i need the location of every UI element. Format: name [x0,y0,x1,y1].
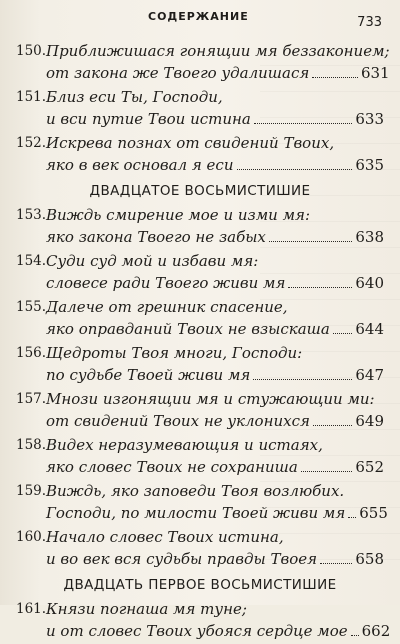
entry-number: 161. [16,601,47,617]
entry-first-line: Приближишася гонящии мя беззаконием; [46,42,390,60]
entry-page-number: 633 [355,110,384,128]
dot-leader [313,425,352,426]
entry-page-number: 640 [355,274,384,292]
entry-first-line: Щедроты Твоя многи, Господи: [46,344,303,362]
entry-first-line: Далече от грешник спасение, [46,298,288,316]
entry-number: 152. [16,135,47,151]
entry-number: 160. [16,529,47,545]
section-title-20: ДВАДЦАТОЕ ВОСЬМИСТИШИЕ [89,183,311,199]
entry-first-line: Виждь смирение мое и изми мя: [46,206,311,224]
entry-second-line: Господи, по милости Твоей живи мя [46,504,346,522]
entries-group-middle [16,204,388,570]
entry-second-line-row [46,456,384,478]
toc-entry [16,132,384,176]
entry-second-line: яко в век основал я еси [46,156,234,174]
entry-second-line-row [46,318,384,340]
entry-page-number: 631 [360,64,390,82]
running-title: СОДЕРЖАНИЕ [148,10,249,23]
page-number: 733 [357,15,382,30]
entry-number: 155. [16,299,47,315]
entry-second-line: словесе ради Твоего живи мя [46,274,286,292]
entry-page-number: 635 [355,156,384,174]
toc-entry [16,480,388,524]
entry-number: 154. [16,253,47,269]
page-header [0,8,400,30]
entry-number: 159. [16,483,47,499]
entry-second-line-row [46,272,384,294]
dot-leader [320,563,352,564]
entry-second-line: от свидений Твоих не уклонихся [46,412,310,430]
toc-entry [16,342,384,386]
entry-text [46,388,384,432]
entry-first-line: Искрева познах от свидений Твоих, [46,134,335,152]
dot-leader [237,169,353,170]
entry-page-number: 658 [355,550,384,568]
entries-group-top [16,40,390,176]
entry-text [46,480,388,524]
entry-second-line-row [46,154,384,176]
entry-text [46,250,384,294]
entry-page-number: 647 [355,366,384,384]
entry-first-line: Видех неразумевающия и истаях, [46,436,323,454]
entry-text [46,296,384,340]
dot-leader [348,517,356,518]
entry-first-line: Мнози изгонящии мя и стужающии ми: [46,390,375,408]
entry-second-line: яко словес Твоих не сохраниша [46,458,298,476]
entry-first-line: Близ еси Ты, Господи, [46,88,223,106]
dot-leader [269,241,352,242]
entry-first-line: Виждь, яко заповеди Твоя возлюбих. [46,482,345,500]
entry-number: 150. [16,43,47,59]
entry-number: 151. [16,89,47,105]
toc-entry [16,40,390,84]
dot-leader [333,333,353,334]
entry-second-line-row [46,548,384,570]
entry-second-line-row [46,620,390,642]
entry-text [46,86,384,130]
entry-text [46,434,384,478]
entry-number: 157. [16,391,47,407]
entry-second-line-row [46,502,388,524]
entry-text [46,204,384,248]
entry-text [46,526,384,570]
entry-second-line-row [46,62,390,84]
entry-first-line: Князи погнаша мя туне; [46,600,247,618]
entry-number: 153. [16,207,47,223]
toc-entry [16,388,384,432]
entry-first-line: Начало словес Твоих истина, [46,528,284,546]
entry-second-line: яко оправданий Твоих не взыскаша [46,320,330,338]
table-of-contents [16,40,391,644]
entry-second-line: по судьбе Твоей живи мя [46,366,251,384]
entry-second-line: и во век вся судьбы правды Твоея [46,550,318,568]
entry-second-line: от закона же Твоего удалишася [46,64,310,82]
entry-page-number: 644 [355,320,384,338]
entry-number: 158. [16,437,47,453]
entry-first-line: Суди суд мой и избави мя: [46,252,259,270]
entry-page-number: 638 [355,228,384,246]
dot-leader [288,287,352,288]
toc-entry [16,204,384,248]
toc-entry [16,86,384,130]
entry-page-number: 649 [355,412,384,430]
dot-leader [351,635,359,636]
entry-second-line: и от словес Твоих убояся сердце мое [46,622,348,640]
entry-second-line: и вси путие Твои истина [46,110,251,128]
entry-text [46,40,390,84]
entry-second-line-row [46,226,384,248]
entry-number: 156. [16,345,47,361]
entry-second-line: яко закона Твоего не забых [46,228,266,246]
toc-entry [16,296,384,340]
toc-entry [16,434,384,478]
entry-page-number: 662 [361,622,391,640]
section-title-21: ДВАДЦАТЬ ПЕРВОЕ ВОСЬМИСТИШИЕ [63,577,337,593]
entry-text [46,342,384,386]
toc-entry [16,526,384,570]
dot-leader [253,379,352,380]
entry-second-line-row [46,364,384,386]
entry-page-number: 655 [359,504,388,522]
dot-leader [254,123,353,124]
dot-leader [312,77,358,78]
toc-entry [16,250,384,294]
entry-second-line-row [46,410,384,432]
entry-text [46,132,384,176]
dot-leader [301,471,353,472]
entry-page-number: 652 [355,458,384,476]
entry-second-line-row [46,108,384,130]
